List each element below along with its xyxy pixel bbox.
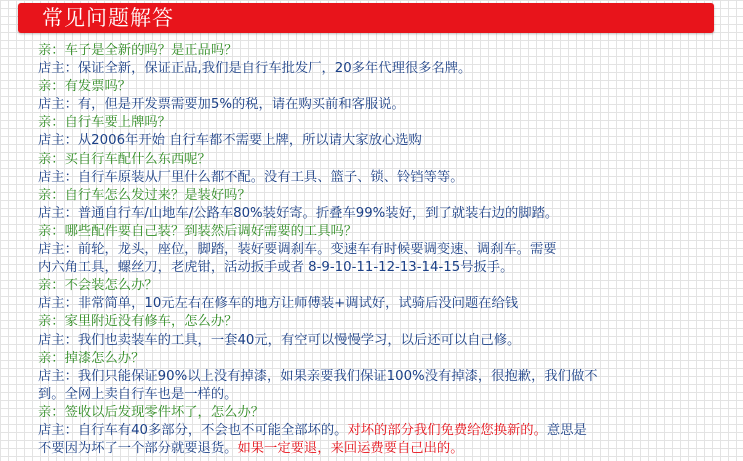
page-title: 常见问题解答: [42, 6, 174, 30]
faq-question-line: [38, 313, 728, 331]
faq-line-text: 店主：我们只能保证90%以上没有掉漆，如果亲要我们保证100%没有掉漆，很抱歉，我们做不: [38, 368, 598, 384]
faq-line-text: 亲：买自行车配什么东西呢？: [38, 151, 211, 167]
faq-line-text: 店主：非常简单，10元左右在修车的地方让师傅装+调试好，试骑后没问题在给钱: [38, 296, 519, 312]
faq-line-text: 亲：有发票吗？: [38, 79, 132, 95]
faq-line-text: 到。全网上卖自行车也是一样的。: [38, 386, 238, 402]
faq-answer-line: [38, 440, 728, 458]
faq-answer-line: [38, 132, 728, 150]
faq-line-tail: 意思是: [546, 422, 587, 438]
faq-question-line: [38, 114, 728, 132]
faq-answer-line: [38, 386, 728, 404]
faq-line-text: 店主：普通自行车/山地车/公路车80%装好寄。折叠车99%装好，到了就装右边的脚踏。: [38, 205, 559, 221]
faq-question-line: [38, 277, 728, 295]
faq-line-text: 店主：我们也卖装车的工具，一套40元，有空可以慢慢学习，以后还可以自己修。: [38, 332, 521, 348]
faq-question-line: [38, 151, 728, 169]
faq-line-text: 亲：哪些配件要自己装？到装然后调好需要的工具吗？: [38, 223, 358, 239]
faq-answer-line: [38, 422, 728, 440]
faq-highlight-text: 如果一定要退，来回运费要自己出的。: [237, 441, 464, 457]
faq-question-line: [38, 187, 728, 205]
faq-question-line: [38, 78, 728, 96]
faq-answer-line: [38, 205, 728, 223]
faq-line-text: 亲：自行车怎么发过来？是装好吗？: [38, 187, 251, 203]
faq-line-text: 店主：保证全新，保证正品,我们是自行车批发厂，20多年代理很多名牌。: [38, 61, 472, 77]
faq-question-line: [38, 350, 728, 368]
faq-line-text: 不要因为坏了一个部分就要退货。: [38, 441, 238, 457]
faq-line-text: 店主：前轮，龙头，座位，脚踏，装好要调刹车。变速车有时候要调变速、调刹车。需要: [38, 242, 557, 258]
faq-line-text: 店主：有，但是开发票需要加5%的税，请在购买前和客服说。: [38, 97, 405, 113]
faq-line-text: 内六角工具，螺丝刀，老虎钳，活动扳手或者 8-9-10-11-12-13-14-15号扳手。: [38, 260, 514, 276]
faq-question-line: [38, 223, 728, 241]
faq-line-text: 店主：自行车原装从厂里什么都不配。没有工具、篮子、锁、铃铛等等。: [38, 169, 464, 185]
faq-line-text: 亲：车子是全新的吗？是正品吗？: [38, 43, 238, 58]
faq-line-text: 店主：自行车有40多部分，不会也不可能全部坏的。: [38, 422, 348, 438]
faq-answer-line: [38, 295, 728, 313]
faq-header-bar: [18, 3, 714, 33]
faq-answer-line: [38, 259, 728, 277]
faq-answer-line: [38, 241, 728, 259]
faq-answer-line: [38, 60, 728, 78]
faq-line-text: 亲：家里附近没有修车，怎么办？: [38, 314, 238, 330]
faq-question-line: [38, 404, 728, 422]
faq-answer-line: [38, 169, 728, 187]
faq-answer-line: [38, 96, 728, 114]
faq-line-text: 亲：签收以后发现零件坏了，怎么办？: [38, 404, 265, 420]
faq-line-text: 亲：掉漆怎么办？: [38, 350, 145, 366]
faq-highlight-text: 对坏的部分我们免费给您换新的。: [347, 422, 547, 438]
faq-list: [38, 42, 728, 458]
faq-line-text: 亲：不会装怎么办？: [38, 278, 158, 294]
faq-line-text: 店主：从2006年开始 自行车都不需要上牌，所以请大家放心选购: [38, 133, 422, 149]
faq-line-text: 亲：自行车要上牌吗？: [38, 115, 171, 131]
faq-answer-line: [38, 332, 728, 350]
faq-question-line: [38, 42, 728, 60]
faq-answer-line: [38, 368, 728, 386]
